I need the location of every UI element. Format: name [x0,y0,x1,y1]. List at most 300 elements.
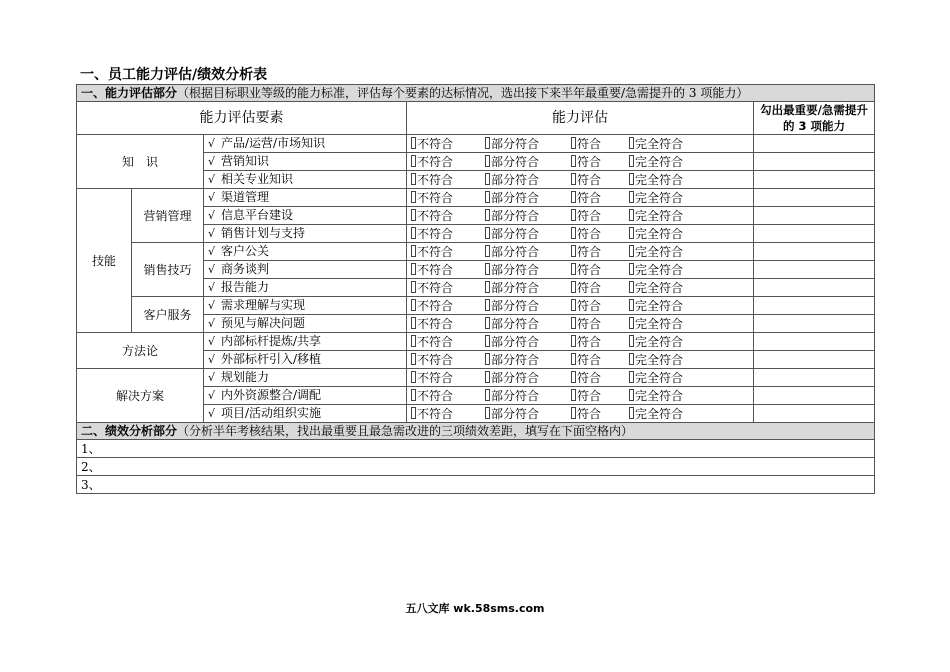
checkbox-icon[interactable] [411,281,416,293]
checkbox-icon[interactable] [629,407,634,419]
checkbox-icon[interactable] [571,371,576,383]
performance-gap-row [77,476,875,494]
checkbox-icon[interactable] [411,137,416,149]
checkbox-icon[interactable] [485,209,490,221]
section-1-header [77,85,875,102]
rating-option[interactable] [571,280,629,296]
rating-option[interactable] [485,334,571,350]
element-label: 客户公关 [221,244,270,258]
checkbox-icon[interactable] [629,173,634,185]
section-2-label: 二、绩效分析部分 [81,424,178,438]
evaluation-table [76,84,875,494]
rating-option[interactable] [629,136,693,152]
rating-option[interactable] [629,352,693,368]
rating-option[interactable] [485,352,571,368]
section-1-note: （根据目标职业等级的能力标准，评估每个要素的达标情况，选出接下来半年最重要/急需提升的 3 项能力） [177,86,749,100]
element-cell [204,387,407,405]
checkbox-icon[interactable] [629,209,634,221]
rating-option-label: 不符合 [417,208,454,223]
category-knowledge: 知 识 [77,135,204,189]
rating-option[interactable] [571,298,629,314]
checkbox-icon[interactable] [629,317,634,329]
checkmark: √ [208,245,216,258]
performance-gap-row [77,458,875,476]
page-title: 一、员工能力评估/绩效分析表 [80,67,268,83]
checkbox-icon[interactable] [629,227,634,239]
checkmark: √ [208,173,216,186]
category-skills: 技能 [77,189,132,333]
element-row [77,135,875,153]
rating-option-label: 不符合 [417,262,454,277]
header-elements: 能力评估要素 [77,102,407,135]
rating-option[interactable] [411,298,485,314]
rating-option-label: 完全符合 [635,298,684,313]
rating-option[interactable] [571,388,629,404]
rating-option-label: 完全符合 [635,334,684,349]
rating-options [407,351,754,369]
rating-option[interactable] [571,334,629,350]
rating-option[interactable] [411,190,485,206]
checkbox-icon[interactable] [485,407,490,419]
element-cell [204,207,407,225]
rating-option-label: 部分符合 [491,244,540,259]
top3-select-cell[interactable] [754,189,875,207]
checkbox-icon[interactable] [485,281,490,293]
checkbox-icon[interactable] [411,155,416,167]
rating-option-label: 不符合 [417,172,454,187]
element-cell [204,297,407,315]
top3-select-cell[interactable] [754,171,875,189]
rating-options [407,279,754,297]
rating-option[interactable] [629,316,693,332]
rating-option[interactable] [485,262,571,278]
checkmark: √ [208,263,216,276]
rating-option[interactable] [571,208,629,224]
rating-option-label: 符合 [577,172,602,187]
rating-option[interactable] [571,316,629,332]
rating-option[interactable] [485,190,571,206]
rating-option[interactable] [411,262,485,278]
rating-option-label: 不符合 [417,298,454,313]
rating-option-label: 符合 [577,298,602,313]
rating-option[interactable] [411,280,485,296]
checkbox-icon[interactable] [411,335,416,347]
rating-option[interactable] [571,226,629,242]
checkbox-icon[interactable] [485,155,490,167]
rating-option[interactable] [571,190,629,206]
section-2-note: （分析半年考核结果，找出最重要且最急需改进的三项绩效差距，填写在下面空格内） [177,424,634,438]
checkmark: √ [208,389,216,402]
checkbox-icon[interactable] [411,317,416,329]
category-service: 客户服务 [132,297,204,333]
checkmark: √ [208,281,216,294]
rating-options [407,387,754,405]
rating-option[interactable] [571,136,629,152]
rating-option-label: 部分符合 [491,136,540,151]
rating-option-label: 完全符合 [635,370,684,385]
rating-option-label: 完全符合 [635,388,684,403]
rating-option-label: 部分符合 [491,262,540,277]
performance-gap-field[interactable] [77,476,875,494]
rating-option[interactable] [411,370,485,386]
category-sales: 销售技巧 [132,243,204,297]
rating-options [407,189,754,207]
rating-option[interactable] [571,172,629,188]
section-1-label: 一、能力评估部分 [81,86,178,100]
top3-select-cell[interactable] [754,135,875,153]
checkbox-icon[interactable] [485,191,490,203]
top3-select-cell[interactable] [754,351,875,369]
rating-option-label: 部分符合 [491,208,540,223]
rating-option[interactable] [485,136,571,152]
row-number: 1、 [81,441,101,456]
rating-option[interactable] [411,244,485,260]
rating-option-label: 符合 [577,262,602,277]
checkmark: √ [208,317,216,330]
element-cell [204,369,407,387]
checkmark: √ [208,371,216,384]
rating-option[interactable] [571,406,629,422]
checkbox-icon[interactable] [411,389,416,401]
rating-option-label: 完全符合 [635,406,684,421]
checkmark: √ [208,299,216,312]
checkbox-icon[interactable] [411,173,416,185]
category-solution: 解决方案 [77,369,204,423]
rating-option[interactable] [485,406,571,422]
rating-option[interactable] [571,244,629,260]
rating-option-label: 部分符合 [491,370,540,385]
checkbox-icon[interactable] [571,281,576,293]
checkbox-icon[interactable] [411,191,416,203]
checkbox-icon[interactable] [629,281,634,293]
rating-option-label: 符合 [577,316,602,331]
rating-option-label: 完全符合 [635,172,684,187]
checkbox-icon[interactable] [629,371,634,383]
checkbox-icon[interactable] [571,389,576,401]
checkbox-icon[interactable] [571,245,576,257]
top3-select-cell[interactable] [754,261,875,279]
element-cell [204,279,407,297]
element-label: 内部标杆提炼/共享 [221,334,322,348]
checkbox-icon[interactable] [485,389,490,401]
header-evaluation: 能力评估 [407,102,754,135]
top3-select-cell[interactable] [754,369,875,387]
rating-option[interactable] [629,334,693,350]
rating-option[interactable] [629,172,693,188]
checkmark: √ [208,353,216,366]
rating-option[interactable] [629,262,693,278]
checkbox-icon[interactable] [629,299,634,311]
checkbox-icon[interactable] [411,353,416,365]
rating-option[interactable] [629,298,693,314]
rating-option-label: 部分符合 [491,316,540,331]
checkbox-icon[interactable] [411,407,416,419]
element-cell [204,243,407,261]
column-header-row [77,102,875,135]
row-number: 2、 [81,459,101,474]
rating-option[interactable] [629,388,693,404]
element-label: 商务谈判 [221,262,270,276]
rating-option-label: 不符合 [417,244,454,259]
rating-option[interactable] [485,388,571,404]
element-label: 报告能力 [221,280,270,294]
checkbox-icon[interactable] [629,245,634,257]
rating-option[interactable] [485,370,571,386]
top3-select-cell[interactable] [754,207,875,225]
rating-option[interactable] [485,154,571,170]
rating-option[interactable] [629,208,693,224]
rating-option-label: 部分符合 [491,352,540,367]
element-cell [204,261,407,279]
checkmark: √ [208,155,216,168]
element-label: 需求理解与实现 [221,298,306,312]
rating-options [407,333,754,351]
checkbox-icon[interactable] [571,407,576,419]
rating-option[interactable] [629,154,693,170]
row-number: 3、 [81,477,101,492]
rating-option-label: 不符合 [417,388,454,403]
checkbox-icon[interactable] [629,353,634,365]
rating-option[interactable] [629,370,693,386]
top3-select-cell[interactable] [754,405,875,423]
checkbox-icon[interactable] [571,155,576,167]
rating-option[interactable] [485,244,571,260]
checkbox-icon[interactable] [571,227,576,239]
rating-options [407,369,754,387]
top3-select-cell[interactable] [754,279,875,297]
rating-option[interactable] [485,280,571,296]
rating-option-label: 不符合 [417,370,454,385]
element-label: 项目/活动组织实施 [221,406,322,420]
checkbox-icon[interactable] [485,227,490,239]
rating-options [407,261,754,279]
element-cell [204,333,407,351]
checkbox-icon[interactable] [571,317,576,329]
element-label: 销售计划与支持 [221,226,306,240]
rating-option-label: 部分符合 [491,280,540,295]
element-cell [204,153,407,171]
element-label: 营销知识 [221,154,270,168]
rating-option-label: 部分符合 [491,226,540,241]
element-cell [204,351,407,369]
rating-option[interactable] [629,406,693,422]
rating-option[interactable] [571,352,629,368]
element-label: 信息平台建设 [221,208,294,222]
checkmark: √ [208,191,216,204]
top3-select-cell[interactable] [754,153,875,171]
rating-option-label: 符合 [577,208,602,223]
rating-option-label: 完全符合 [635,154,684,169]
rating-option-label: 完全符合 [635,136,684,151]
category-marketing: 营销管理 [132,189,204,243]
section-2-header [77,423,875,440]
checkbox-icon[interactable] [571,299,576,311]
rating-option-label: 不符合 [417,226,454,241]
checkmark: √ [208,137,216,150]
rating-option-label: 不符合 [417,136,454,151]
element-label: 内外资源整合/调配 [221,388,322,402]
element-cell [204,171,407,189]
rating-option[interactable] [629,190,693,206]
rating-option-label: 部分符合 [491,298,540,313]
checkbox-icon[interactable] [629,155,634,167]
rating-option-label: 部分符合 [491,172,540,187]
rating-option[interactable] [411,226,485,242]
element-cell [204,315,407,333]
element-cell [204,225,407,243]
element-row [77,189,875,207]
checkbox-icon[interactable] [629,191,634,203]
rating-options [407,207,754,225]
rating-option-label: 完全符合 [635,208,684,223]
checkbox-icon[interactable] [485,317,490,329]
checkbox-icon[interactable] [571,173,576,185]
rating-option[interactable] [629,244,693,260]
rating-option-label: 不符合 [417,316,454,331]
rating-option[interactable] [571,370,629,386]
rating-options [407,405,754,423]
rating-option[interactable] [411,406,485,422]
checkbox-icon[interactable] [485,173,490,185]
rating-option[interactable] [571,154,629,170]
checkbox-icon[interactable] [411,209,416,221]
rating-option-label: 部分符合 [491,154,540,169]
checkbox-icon[interactable] [411,245,416,257]
checkbox-icon[interactable] [571,137,576,149]
element-cell [204,135,407,153]
rating-option-label: 部分符合 [491,388,540,403]
rating-option[interactable] [485,316,571,332]
element-label: 相关专业知识 [221,172,294,186]
rating-option-label: 不符合 [417,352,454,367]
checkbox-icon[interactable] [485,245,490,257]
top3-select-cell[interactable] [754,297,875,315]
checkbox-icon[interactable] [571,353,576,365]
rating-option-label: 符合 [577,388,602,403]
rating-options [407,315,754,333]
element-row [77,333,875,351]
top3-select-cell[interactable] [754,315,875,333]
rating-option[interactable] [629,280,693,296]
rating-options [407,171,754,189]
rating-option[interactable] [629,226,693,242]
checkbox-icon[interactable] [411,227,416,239]
checkbox-icon[interactable] [571,263,576,275]
checkbox-icon[interactable] [571,191,576,203]
rating-option[interactable] [411,172,485,188]
element-label: 渠道管理 [221,190,270,204]
rating-option[interactable] [411,334,485,350]
element-label: 规划能力 [221,370,270,384]
checkmark: √ [208,227,216,240]
rating-option[interactable] [485,298,571,314]
checkbox-icon[interactable] [629,137,634,149]
checkbox-icon[interactable] [411,371,416,383]
element-label: 产品/运营/市场知识 [221,136,326,150]
rating-option-label: 完全符合 [635,352,684,367]
element-label: 外部标杆引入/移植 [221,352,322,366]
rating-option-label: 不符合 [417,280,454,295]
rating-option-label: 不符合 [417,190,454,205]
rating-option-label: 完全符合 [635,262,684,277]
checkbox-icon[interactable] [629,389,634,401]
rating-option-label: 符合 [577,406,602,421]
rating-options [407,225,754,243]
checkbox-icon[interactable] [485,299,490,311]
top3-select-cell[interactable] [754,333,875,351]
element-row [77,243,875,261]
top3-select-cell[interactable] [754,243,875,261]
rating-option[interactable] [411,352,485,368]
rating-option-label: 符合 [577,244,602,259]
rating-option-label: 部分符合 [491,190,540,205]
rating-option[interactable] [411,388,485,404]
rating-option-label: 符合 [577,154,602,169]
rating-option-label: 不符合 [417,406,454,421]
checkbox-icon[interactable] [629,263,634,275]
footer-watermark: 五八文库 wk.58sms.com [405,602,545,615]
checkbox-icon[interactable] [411,263,416,275]
rating-option-label: 符合 [577,280,602,295]
rating-option-label: 不符合 [417,334,454,349]
element-cell [204,189,407,207]
rating-option[interactable] [411,154,485,170]
rating-option-label: 完全符合 [635,190,684,205]
rating-option[interactable] [571,262,629,278]
rating-option-label: 符合 [577,352,602,367]
checkbox-icon[interactable] [485,371,490,383]
rating-option[interactable] [485,226,571,242]
rating-option[interactable] [411,136,485,152]
top3-select-cell[interactable] [754,225,875,243]
performance-gap-field[interactable] [77,458,875,476]
checkmark: √ [208,407,216,420]
rating-option[interactable] [485,172,571,188]
rating-option-label: 部分符合 [491,406,540,421]
element-cell [204,405,407,423]
rating-option-label: 完全符合 [635,244,684,259]
checkbox-icon[interactable] [571,209,576,221]
checkbox-icon[interactable] [571,335,576,347]
checkbox-icon[interactable] [485,335,490,347]
checkbox-icon[interactable] [411,299,416,311]
rating-option-label: 不符合 [417,154,454,169]
element-row [77,369,875,387]
top3-select-cell[interactable] [754,387,875,405]
performance-gap-field[interactable] [77,440,875,458]
rating-option-label: 符合 [577,370,602,385]
rating-option[interactable] [485,208,571,224]
rating-options [407,135,754,153]
rating-option[interactable] [411,208,485,224]
rating-option-label: 完全符合 [635,226,684,241]
rating-option-label: 符合 [577,334,602,349]
rating-option[interactable] [411,316,485,332]
rating-option-label: 完全符合 [635,316,684,331]
rating-options [407,243,754,261]
checkbox-icon[interactable] [485,353,490,365]
element-label: 预见与解决问题 [221,316,306,330]
rating-option-label: 部分符合 [491,334,540,349]
rating-options [407,153,754,171]
rating-option-label: 符合 [577,136,602,151]
checkmark: √ [208,335,216,348]
checkbox-icon[interactable] [485,263,490,275]
category-methodology: 方法论 [77,333,204,369]
checkbox-icon[interactable] [629,335,634,347]
header-top3: 勾出最重要/急需提升的 3 项能力 [754,102,875,135]
checkbox-icon[interactable] [485,137,490,149]
